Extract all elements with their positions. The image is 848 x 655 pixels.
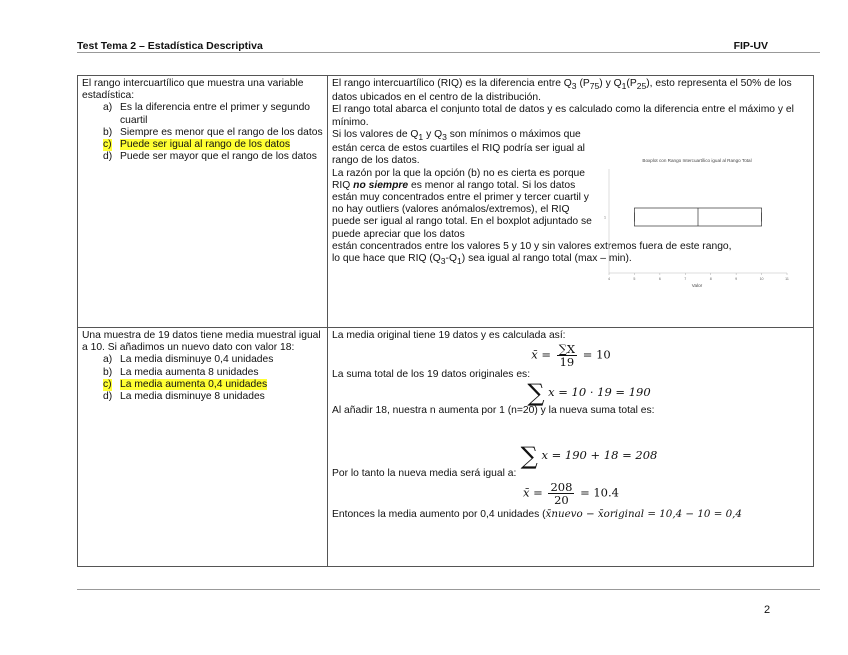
question-stem: Una muestra de 19 datos tiene media muestral igual a 10. Si añadimos un nuevo dato con valor 18: — [82, 330, 321, 354]
formula-sum-original: ∑ x = 10 · 19 = 190 — [527, 379, 651, 408]
options-list — [82, 354, 324, 403]
chart-axes — [604, 169, 789, 281]
y-tick-label: 1 — [604, 215, 606, 220]
x-axis-label: Valor — [691, 283, 703, 288]
formula-mean-new: x̄ = $\frac{208}{20}$ = 10.4 — [523, 479, 619, 507]
formula-mean-original: x̄ = $\frac{\sum X}{19}$ = 10 — [531, 342, 611, 370]
chart-marks — [634, 208, 761, 226]
page-number: 2 — [764, 604, 771, 616]
answer-paragraph: El rango intercuartílico (RIQ) es la diferencia entre $Q_3$ $(P_{75})$ y $Q_1(P_{25})$, esto representa el 50% de los datos ubicados en el centro de la distribución. — [332, 78, 792, 104]
x-tick-label: 8 — [709, 277, 712, 281]
options-list — [82, 102, 324, 163]
answer-line: Entonces la media aumento por 0,4 unidades (x̄nuevo − x̄original = 10,4 − 10 = 0,4 — [332, 507, 742, 520]
option-c-correct: c) Puede ser igual al rango de los datos — [103, 139, 291, 151]
answer-paragraph: están concentrados entre los valores 5 y 10 y sin valores extremos fuera de este rango, — [332, 240, 732, 252]
header-org: FIP-UV — [733, 40, 768, 52]
x-tick-label: 7 — [684, 277, 687, 281]
x-tick-label: 9 — [735, 277, 738, 281]
page-header — [77, 40, 820, 52]
answer-line: La suma total de los 19 datos originales es: — [332, 369, 531, 381]
chart-title: Boxplot con Rango Intercuartílico igual al Rango Total — [642, 158, 752, 163]
option-b: b) La media aumenta 8 unidades — [103, 366, 259, 378]
option-a: a) La media disminuye 0,4 unidades — [103, 354, 274, 366]
answer-paragraph: lo que hace que RIQ $(Q_3-Q_1)$ sea igual al rango total (max – min). — [332, 252, 632, 266]
question-stem: El rango intercuartílico que muestra una variable estadística: — [82, 78, 304, 102]
x-tick-label: 11 — [785, 277, 789, 281]
answer-line: Por lo tanto la nueva media será igual a: — [332, 467, 517, 479]
footer-rule — [77, 589, 820, 590]
header-rule — [77, 52, 820, 53]
option-a: a) Es la diferencia entre el primer y segundo cuartil — [103, 102, 311, 126]
option-d: d) La media disminuye 8 unidades — [103, 391, 265, 403]
question-cell-2 — [78, 328, 328, 567]
x-tick-label: 10 — [759, 277, 764, 281]
answer-paragraph: La razón por la que la opción (b) no es cierta es porque RIQ no siempre es menor al rango total. Si los datos están muy concentrados entre el primer y tercer cuartil y no hay outliers (valores anómalos/extremos), el RIQ puede ser igual al rango total. En el boxplot adjuntado se puede apreciar que los datos — [332, 167, 592, 240]
answer-paragraph: El rango total abarca el conjunto total de datos y es calculado como la diferencia entre el máximo y el mínimo. — [332, 104, 794, 128]
x-tick-label: 6 — [658, 277, 661, 281]
table-row — [78, 328, 814, 567]
question-cell-1 — [78, 76, 328, 328]
qa-table — [77, 75, 814, 567]
option-b: b) Siempre es menor que el rango de los datos — [103, 126, 323, 138]
answer-paragraph: Si los valores de $Q_1$ y $Q_3$ son mínimos o máximos que están cerca de estos cuartiles el RIQ podría ser igual al rango de los datos. — [332, 128, 585, 167]
answer-cell-2 — [328, 328, 814, 567]
x-tick-label: 4 — [608, 277, 610, 281]
option-c-correct: c) La media aumenta 0,4 unidades — [103, 378, 268, 390]
boxplot-chart — [597, 151, 793, 293]
formula-sum-new: ∑ x = 190 + 18 = 208 — [520, 441, 658, 470]
option-d: d) Puede ser mayor que el rango de los datos — [103, 151, 317, 163]
x-tick-label: 5 — [633, 277, 636, 281]
header-title: Test Tema 2 – Estadística Descriptiva — [77, 40, 263, 52]
answer-line: La media original tiene 19 datos y es calculada así: — [332, 330, 566, 341]
answer-line: Al añadir 18, nuestra n aumenta por 1 (n=20) y la nueva suma total es: — [332, 405, 655, 417]
